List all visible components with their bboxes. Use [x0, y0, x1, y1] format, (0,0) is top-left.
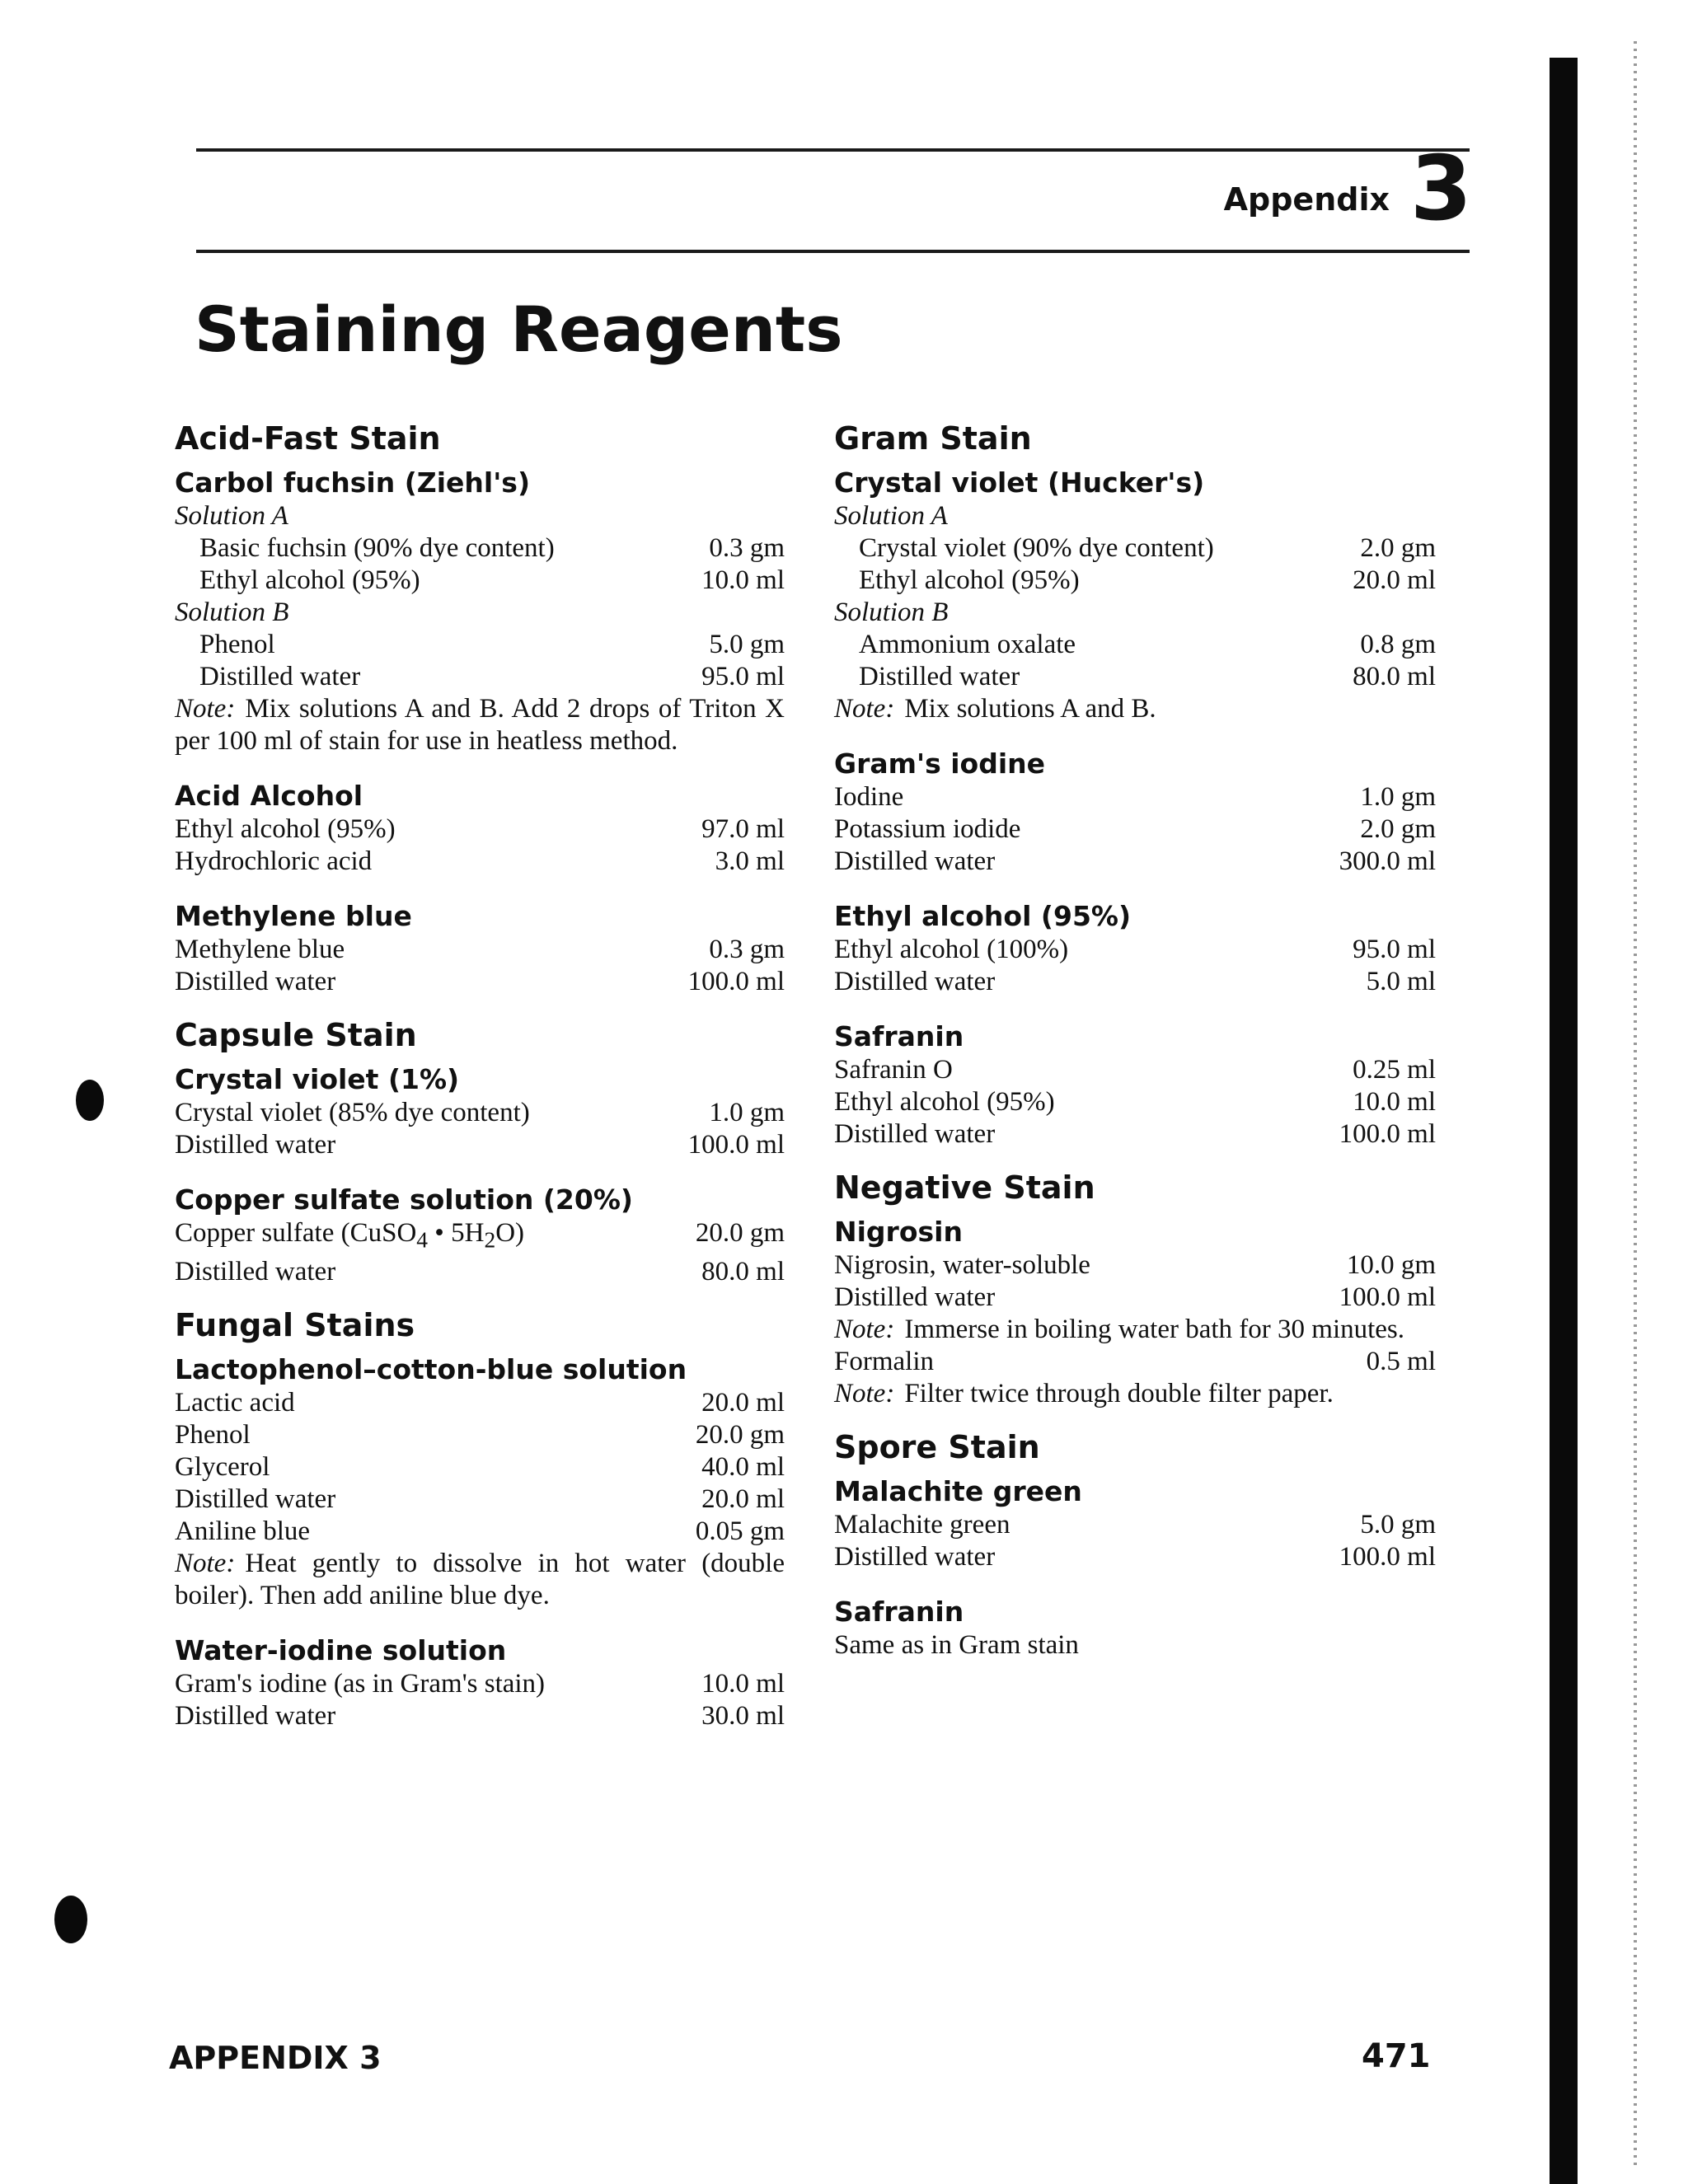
ingredient-amount: 300.0 ml: [1339, 846, 1436, 876]
ingredient-row: [834, 629, 1436, 661]
ingredient-amount: 0.3 gm: [709, 935, 785, 964]
recipe-title: Safranin: [834, 1020, 964, 1052]
note-text: Heat gently to dissolve in hot water (double boiler). Then add aniline blue dye.: [175, 1548, 785, 1610]
recipe-text: Same as in Gram stain: [834, 1630, 1079, 1660]
recipe-title: Malachite green: [834, 1475, 1082, 1507]
solution-label: Solution B: [175, 598, 289, 627]
ingredient-amount: 0.3 gm: [709, 533, 785, 563]
note-label: Note:: [175, 1548, 236, 1578]
ingredient-amount: 20.0 ml: [1353, 565, 1436, 595]
ingredient-row: [175, 1668, 785, 1700]
note-label: Note:: [834, 694, 895, 724]
ingredient-row: [175, 966, 785, 998]
ingredient-name: Ethyl alcohol (100%): [834, 935, 1069, 964]
ingredient-row: [834, 1086, 1436, 1118]
ingredient-row: [175, 1451, 785, 1483]
ingredient-amount: 100.0 ml: [687, 1130, 785, 1160]
note-text: Filter twice through double filter paper.: [904, 1379, 1334, 1408]
grams-iodine-recipe: [834, 747, 1436, 878]
section-title: Negative Stain: [834, 1169, 1095, 1206]
ingredient-amount: 10.0 ml: [1353, 1087, 1436, 1117]
ingredient-name: Distilled water: [199, 662, 361, 691]
section-title: Gram Stain: [834, 420, 1032, 457]
recipe-title: Nigrosin: [834, 1216, 963, 1248]
ingredient-row: [175, 1516, 785, 1548]
ingredient-name: Distilled water: [175, 967, 336, 996]
top-rule: [196, 148, 1470, 152]
crystal-violet-recipe: [175, 1062, 785, 1161]
ingredient-name: Phenol: [199, 630, 275, 659]
recipe-title: Safranin: [834, 1596, 964, 1628]
ingredient-name: Crystal violet (85% dye content): [175, 1098, 530, 1127]
spore-safranin-recipe: [834, 1595, 1436, 1661]
section-title: Capsule Stain: [175, 1017, 417, 1053]
methylene-blue-recipe: [175, 899, 785, 998]
fungal-stains-section: [175, 1303, 785, 1732]
recipe-title: Ethyl alcohol (95%): [834, 900, 1132, 932]
ingredient-row: [834, 1509, 1436, 1541]
ingredient-amount: 80.0 ml: [1353, 662, 1436, 691]
gram-stain-section: [834, 416, 1436, 1151]
ingredient-row: [175, 1700, 785, 1732]
crystal-violet-hucker-recipe: [834, 466, 1436, 725]
note-label: Note:: [834, 1379, 895, 1408]
ingredient-amount: 20.0 ml: [701, 1483, 785, 1514]
ingredient-name: Basic fuchsin (90% dye content): [199, 533, 555, 563]
ingredient-row: [834, 1118, 1436, 1151]
ingredient-name: Methylene blue: [175, 935, 345, 964]
ingredient-row: [175, 1097, 785, 1129]
appendix-number: 3: [1409, 138, 1472, 241]
ingredient-row: [175, 532, 785, 565]
ingredient-name: Distilled water: [175, 1130, 336, 1160]
ingredient-amount: 10.0 ml: [701, 565, 785, 595]
ingredient-amount: 40.0 ml: [701, 1451, 785, 1482]
ingredient-amount: 1.0 gm: [1360, 782, 1436, 812]
negative-stain-section: [834, 1165, 1436, 1410]
ingredient-row: [834, 1282, 1436, 1314]
recipe-title: Lactophenol–cotton-blue solution: [175, 1352, 687, 1385]
ingredient-amount: 10.0 gm: [1346, 1250, 1436, 1280]
section-title: Fungal Stains: [175, 1306, 415, 1343]
ingredient-name: Distilled water: [834, 1282, 996, 1312]
ingredient-amount: 10.0 ml: [701, 1668, 785, 1699]
binding-edge-shadow: [1550, 58, 1578, 2184]
note-text: Mix solutions A and B.: [904, 694, 1156, 724]
ingredient-name: Ethyl alcohol (95%): [199, 565, 420, 595]
bottom-rule: [196, 250, 1470, 253]
ingredient-amount: 0.05 gm: [695, 1516, 785, 1546]
ingredient-name: Hydrochloric acid: [175, 846, 373, 876]
ingredient-name: Safranin O: [834, 1055, 953, 1085]
safranin-recipe: [834, 1019, 1436, 1151]
ingredient-name: Ethyl alcohol (95%): [175, 814, 396, 844]
note-text: Immerse in boiling water bath for 30 minutes.: [904, 1315, 1405, 1344]
ingredient-amount: 3.0 ml: [715, 846, 785, 876]
ingredient-name: Distilled water: [175, 1483, 336, 1514]
ingredient-amount: 0.5 ml: [1366, 1347, 1436, 1376]
ingredient-name: Copper sulfate (CuSO$_4$ • $5H_2O$): [175, 1218, 525, 1253]
ingredient-name: Distilled water: [859, 662, 1020, 691]
ingredient-amount: 95.0 ml: [701, 662, 785, 691]
ingredient-row: [175, 813, 785, 846]
page-number: 471: [1362, 2037, 1431, 2075]
ingredient-name: Distilled water: [834, 846, 996, 876]
ingredient-name: Iodine: [834, 782, 904, 812]
note-label: Note:: [175, 694, 236, 724]
recipe-title: Water-iodine solution: [175, 1633, 507, 1666]
ingredient-name: Crystal violet (90% dye content): [859, 533, 1214, 563]
ingredient-amount: 0.25 ml: [1353, 1055, 1436, 1085]
ingredient-amount: 20.0 ml: [701, 1387, 785, 1418]
ingredient-amount: 5.0 gm: [1360, 1510, 1436, 1540]
ingredient-name: Glycerol: [175, 1451, 270, 1482]
copper-sulfate-recipe: [175, 1183, 785, 1288]
ethyl-alcohol-recipe: [834, 899, 1436, 998]
note: [175, 1548, 785, 1612]
ingredient-name: Ammonium oxalate: [859, 630, 1076, 659]
ingredient-name: Distilled water: [834, 967, 996, 996]
ingredient-row: [834, 846, 1436, 878]
ingredient-row: [175, 846, 785, 878]
ingredient-name: Gram's iodine (as in Gram's stain): [175, 1668, 546, 1699]
ingredient-row: [175, 565, 785, 597]
ingredient-row: [175, 934, 785, 966]
ingredient-row: [175, 1129, 785, 1161]
ingredient-name: Distilled water: [175, 1256, 336, 1286]
note-text: Mix solutions A and B. Add 2 drops of Triton X per 100 ml of stain for use in heatless method.: [175, 694, 785, 756]
ingredient-name: Ethyl alcohol (95%): [859, 565, 1080, 595]
ingredient-row: [834, 661, 1436, 693]
ingredient-amount: 0.8 gm: [1360, 630, 1436, 659]
ingredient-row: [834, 565, 1436, 597]
recipe-title: Acid Alcohol: [175, 780, 363, 812]
ingredient-row: [175, 1256, 785, 1288]
note-label: Note:: [834, 1315, 895, 1344]
lactophenol-recipe: [175, 1352, 785, 1612]
ingredient-name: Lactic acid: [175, 1387, 295, 1418]
ingredient-name: Distilled water: [834, 1119, 996, 1149]
ingredient-row: [834, 1541, 1436, 1573]
left-column: [175, 416, 785, 1732]
ingredient-row: [175, 629, 785, 661]
ingredient-row: [175, 1387, 785, 1419]
ingredient-amount: 2.0 gm: [1360, 533, 1436, 563]
acid-fast-section: [175, 416, 785, 998]
note: [834, 1378, 1436, 1410]
ingredient-name: Ethyl alcohol (95%): [834, 1087, 1055, 1117]
ingredient-row: [834, 813, 1436, 846]
note: [175, 693, 785, 757]
note: [834, 693, 1436, 725]
footer-appendix-label: APPENDIX 3: [169, 2040, 382, 2076]
ingredient-amount: 5.0 ml: [1366, 967, 1436, 996]
ingredient-amount: 100.0 ml: [1339, 1119, 1436, 1149]
water-iodine-recipe: [175, 1633, 785, 1732]
ingredient-name: Formalin: [834, 1347, 934, 1376]
ingredient-amount: 1.0 gm: [709, 1098, 785, 1127]
solution-label: Solution B: [834, 598, 949, 627]
section-title: Acid-Fast Stain: [175, 420, 441, 457]
recipe-title: Crystal violet (1%): [175, 1063, 460, 1095]
malachite-green-recipe: [834, 1474, 1436, 1573]
ingredient-name: Aniline blue: [175, 1516, 311, 1546]
ingredient-name: Phenol: [175, 1419, 251, 1450]
right-column: [834, 416, 1436, 1661]
section-title: Spore Stain: [834, 1429, 1040, 1465]
ingredient-row: [834, 1346, 1436, 1378]
ingredient-amount: 100.0 ml: [1339, 1542, 1436, 1572]
punch-hole-upper: [76, 1080, 104, 1121]
solution-label: Solution A: [175, 501, 288, 531]
ingredient-row: [834, 532, 1436, 565]
ingredient-name: Nigrosin, water-soluble: [834, 1250, 1090, 1280]
ingredient-amount: 100.0 ml: [1339, 1282, 1436, 1312]
spore-stain-section: [834, 1425, 1436, 1661]
recipe-title: Methylene blue: [175, 900, 412, 932]
ingredient-amount: 2.0 gm: [1360, 814, 1436, 844]
recipe-title: Copper sulfate solution (20%): [175, 1183, 634, 1216]
capsule-stain-section: [175, 1013, 785, 1288]
ingredient-row: [175, 1483, 785, 1516]
recipe-title: Carbol fuchsin (Ziehl's): [175, 466, 531, 499]
acid-alcohol-recipe: [175, 779, 785, 878]
ingredient-row: [834, 1054, 1436, 1086]
ingredient-name: Potassium iodide: [834, 814, 1021, 844]
ingredient-name: Distilled water: [834, 1542, 996, 1572]
ingredient-amount: 20.0 gm: [695, 1218, 785, 1248]
ingredient-row: [175, 661, 785, 693]
carbol-fuchsin-recipe: [175, 466, 785, 757]
ingredient-amount: 80.0 ml: [701, 1256, 785, 1286]
ingredient-amount: 100.0 ml: [687, 967, 785, 996]
ingredient-amount: 20.0 gm: [695, 1419, 785, 1450]
ingredient-row: [834, 934, 1436, 966]
recipe-title: Crystal violet (Hucker's): [834, 466, 1205, 499]
ingredient-amount: 30.0 ml: [701, 1700, 785, 1731]
appendix-label: Appendix: [1223, 181, 1390, 218]
nigrosin-recipe: [834, 1215, 1436, 1410]
ingredient-amount: 95.0 ml: [1353, 935, 1436, 964]
perforation-edge: [1634, 41, 1637, 2168]
ingredient-amount: 5.0 gm: [709, 630, 785, 659]
ingredient-row: [175, 1419, 785, 1451]
ingredient-row: [834, 966, 1436, 998]
ingredient-row: [834, 781, 1436, 813]
ingredient-row: [834, 1249, 1436, 1282]
punch-hole-lower: [54, 1896, 87, 1943]
page-title: Staining Reagents: [195, 293, 843, 366]
ingredient-amount: 97.0 ml: [701, 814, 785, 844]
recipe-title: Gram's iodine: [834, 748, 1046, 780]
solution-label: Solution A: [834, 501, 948, 531]
ingredient-name: Distilled water: [175, 1700, 336, 1731]
note: [834, 1314, 1436, 1346]
ingredient-name: Malachite green: [834, 1510, 1010, 1540]
ingredient-row: [175, 1217, 785, 1256]
